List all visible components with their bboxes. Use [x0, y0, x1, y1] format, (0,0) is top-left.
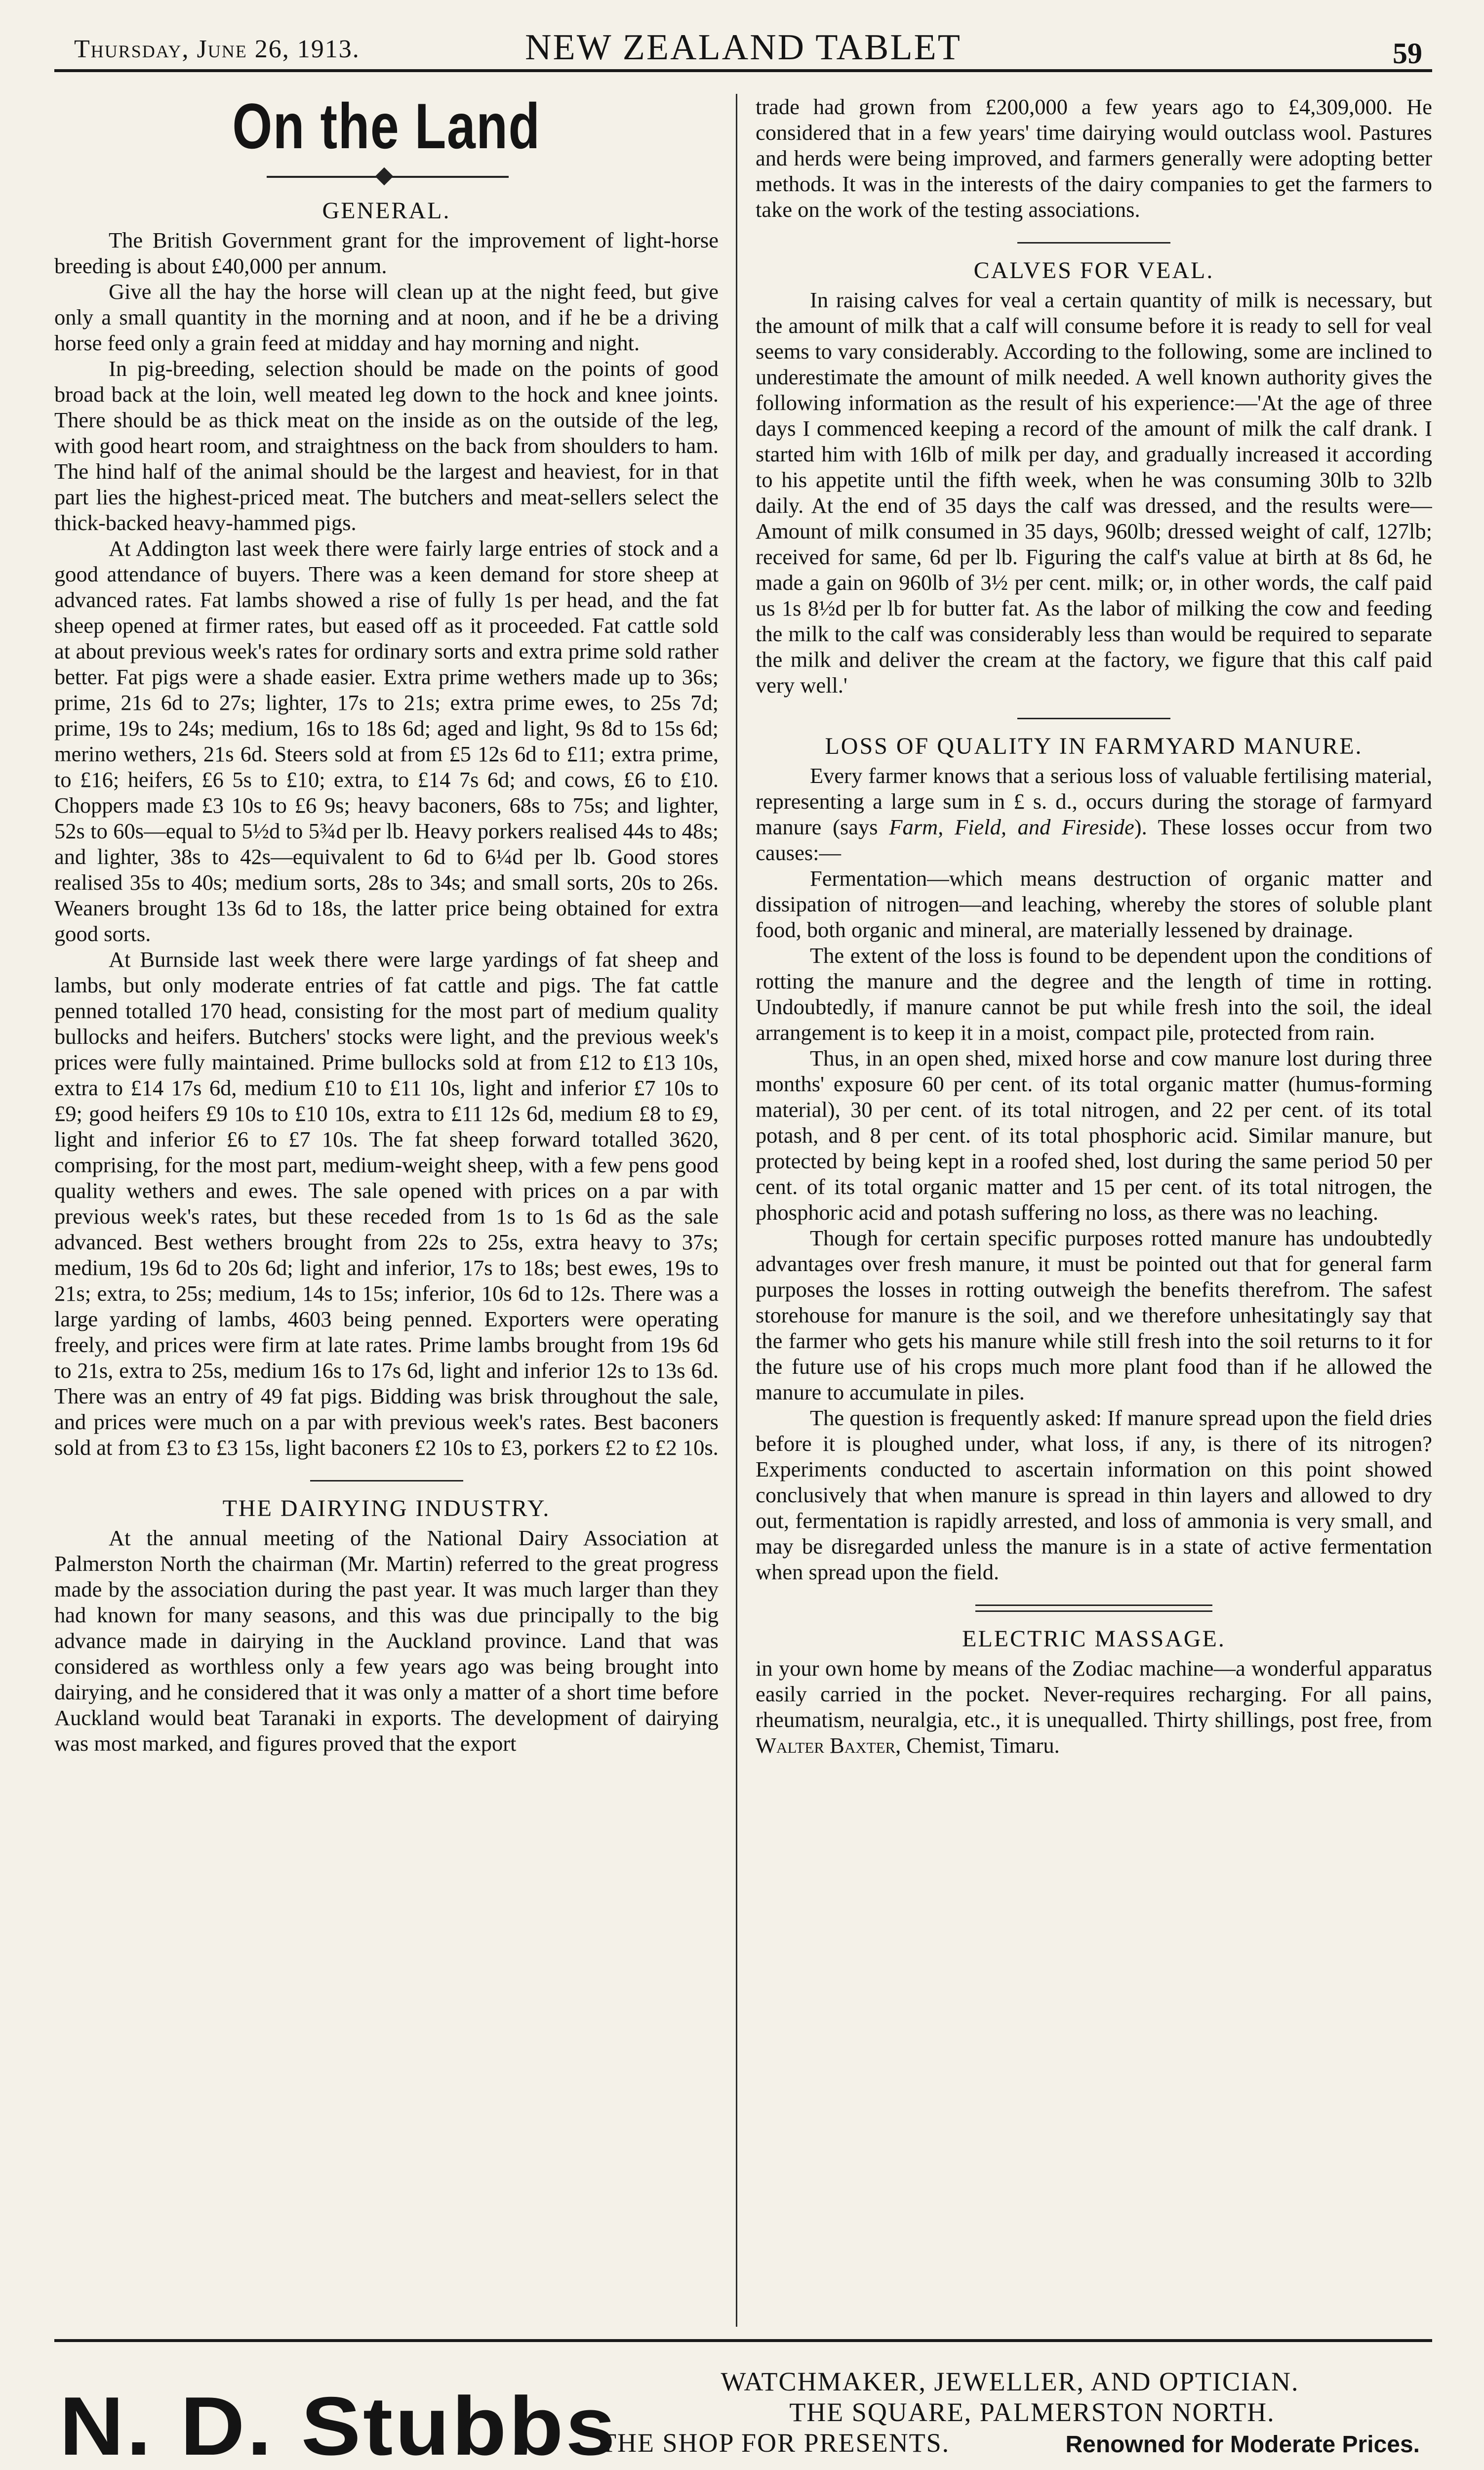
general-paragraph: In pig-breeding, selection should be made on the points of good broad back at the loin, well meated leg down to the hock and knee joints. There should be as thick meat on the inside as on the outside of the leg, with good heart room, and straightness on the back from shoulders to ham. The hind half of the animal should be the largest and heaviest, for in that part lies the highest-priced meat. The butchers and meat-sellers select the thick-backed heavy-hammed pigs. — [54, 356, 719, 535]
manure-intro-source: Farm, Field, and Fireside — [889, 815, 1134, 839]
manure-paragraph: Fermentation—which means destruction of organic matter and dissipation of nitrogen—and leaching, whereby the stores of soluble plant food, both organic and mineral, are materially lessened by drainage. — [756, 866, 1432, 942]
right-column — [756, 94, 1432, 2327]
calves-paragraph: In raising calves for veal a certain quantity of milk is necessary, but the amount of milk that a calf will consume before it is ready to sell for veal seems to vary considerably. According to the following, some are inclined to underestimate the amount of milk needed. A well known authority gives the following information as the result of his experience:—'At the age of three days I commenced keeping a record of the amount of milk the calf drank. I started him with 16lb of milk per day, and gradually increased it according to his appetite until the fifth week, when he was consuming 30lb to 32lb daily. At the end of 35 days the calf was dressed, and the results were—Amount of milk consumed in 35 days, 960lb; dressed weight of calf, 127lb; received for same, 6d per lb. Figuring the calf's value at birth at 8s 6d, he made a gain on 960lb of 3½ per cent. milk; or, in other words, the calf paid us 1s 8½d per lb for butter fat. As the labor of milking the cow and feeding the milk to the calf was considerably less than would be required to separate the milk and deliver the cream at the factory, we figure that this calf paid very well.' — [756, 288, 1432, 698]
section-heading-dairying: THE DAIRYING INDUSTRY. — [222, 1495, 551, 1522]
manure-intro-before: Every farmer knows that a serious loss of valuable fertilising material, representing a large sum in £ s. d., occurs during the storage of farmyard manure (says — [756, 763, 1432, 839]
advert-line-trades: WATCHMAKER, JEWELLER, AND OPTICIAN. — [721, 2367, 1299, 2396]
page-number: 59 — [1393, 37, 1422, 70]
general-paragraph: At Addington last week there were fairly large entries of stock and a good attendance of buyers. There was a keen demand for store sheep at advanced rates. Fat lambs showed a rise of fully 1s per head, and the fat sheep opened at firmer rates, but eased off as it proceeded. Fat cattle sold at about previous week's rates for ordinary sorts and extra prime sold rather better. Fat pigs were a shade easier. Extra prime wethers made up to 36s; prime, 21s 6d to 27s; lighter, 17s to 21s; extra prime ewes, to 25s 7d; prime, 19s to 24s; medium, 16s to 18s 6d; aged and light, 9s 8d to 15s 6d; merino wethers, 21s 6d. Steers sold at from £5 12s 6d to £11; extra prime, to £16; heifers, £6 5s to £10; extra, to £14 7s 6d; and cows, £6 to £10. Choppers made £3 10s to £6 9s; heavy baconers, 68s to 75s; and lighter, 52s to 60s—equal to 5½d to 5¾d per lb. Heavy porkers realised 44s to 48s; and lighter, 38s to 42s—equivalent to 6d to 6¼d per lb. Good stores realised 35s to 40s; medium sorts, 28s to 34s; and small sorts, 20s to 26s. Weaners brought 13s 6d to 18s, the latter price being obtained for extra good sorts. — [54, 536, 719, 946]
page-title: On the Land — [232, 94, 541, 162]
general-paragraph: The British Government grant for the improvement of light-horse breeding is about £40,000 per annum. — [54, 228, 719, 278]
footer-rule-top — [54, 2339, 1432, 2342]
section-heading-calves: CALVES FOR VEAL. — [973, 257, 1214, 284]
publication-title: NEW ZEALAND TABLET — [525, 27, 962, 68]
section-heading-general: GENERAL. — [322, 198, 451, 224]
advert-slogan: THE SHOP FOR PRESENTS. — [600, 2428, 950, 2458]
section-heading-manure: LOSS OF QUALITY IN FARMYARD MANURE. — [825, 733, 1363, 759]
section-divider — [1017, 242, 1170, 244]
massage-text-end: , Chemist, Timaru. — [895, 1733, 1060, 1758]
manure-paragraph: Thus, in an open shed, mixed horse and cow manure lost during three months' exposure 60 per cent. of its total organic matter (humus-forming material), 30 per cent. of its total nitrogen, and 22 per cent. of its total potash, and 8 per cent. of its total phosphoric acid. Similar manure, but protected by being kept in a roofed shed, lost during the same period 50 per cent. of its total organic matter and 15 per cent. of its total nitrogen, the phosphoric acid and potash suffering no loss, as there was no leaching. — [756, 1046, 1432, 1225]
manure-intro — [756, 763, 1432, 865]
left-column — [54, 94, 719, 2327]
footer-advert — [600, 2366, 1420, 2458]
manure-paragraph: The question is frequently asked: If manure spread upon the field dries before it is ploughed under, what loss, if any, is there of its nitrogen? Experiments conducted to ascertain information on this point showed conclusively that when manure is spread in thin layers and allowed to dry out, fermentation is rapidly arrested, and loss of ammonia is very small, and may be disregarded unless the manure is in a state of active fermentation when spread upon the field. — [756, 1405, 1432, 1584]
section-divider — [1017, 718, 1170, 719]
advert-line-address: THE SQUARE, PALMERSTON NORTH. — [789, 2397, 1275, 2427]
general-paragraph: Give all the hay the horse will clean up at the night feed, but give only a small quantity in the morning and at noon, and if he be a driving horse feed only a grain feed at midday and hay morning and night. — [54, 279, 719, 355]
title-ornament — [54, 167, 719, 187]
massage-advertiser: Walter Baxter — [756, 1733, 896, 1758]
manure-paragraph: The extent of the loss is found to be dependent upon the conditions of rotting the manure and the degree and the length of time in rotting. Undoubtedly, if manure cannot be put while fresh into the soil, the ideal arrangement is to keep it in a moist, compact pile, protected from rain. — [756, 943, 1432, 1045]
advertiser-brand: N. D. Stubbs — [59, 2380, 618, 2470]
dairying-paragraph: At the annual meeting of the National Dairy Association at Palmerston North the chairman (Mr. Martin) referred to the great progress made by the association during the past year. It was much larger than they had known for many seasons, and this was due principally to the big advance made in dairying in the Auckland province. Land that was considered as worthless only a few years ago was being brought into dairying, and he considered that it was only a matter of a short time before Auckland would beat Taranaki in exports. The development of dairying was most marked, and figures proved that the export — [54, 1525, 719, 1756]
advert-tagline: Renowned for Moderate Prices. — [1065, 2431, 1420, 2458]
general-paragraph: At Burnside last week there were large yardings of fat sheep and lambs, but only moderate entries of fat cattle and pigs. The fat cattle penned totalled 170 head, consisting for the most part of medium quality bullocks and heifers. Butchers' stocks were light, and the previous week's prices were fully maintained. Prime bullocks sold at from £12 to £13 10s, extra to £14 17s 6d, medium £10 to £11 10s, light and inferior £7 10s to £9; good heifers £9 10s to £10 10s, extra to £11 12s 6d, medium £8 to £9, light and inferior £6 to £7 10s. The fat sheep forward totalled 3620, comprising, for the most part, medium-weight sheep, with a few pens good quality wethers and ewes. The sale opened with prices on a par with previous week's rates, but these receded from 1s to 1s 6d as the sale advanced. Best wethers brought from 22s to 25s, extra heavy to 37s; medium, 19s 6d to 20s 6d; light and inferior, 17s to 18s; best ewes, 19s to 21s; extra, to 25s; medium, 14s to 15s; inferior, 10s 6d to 12s. There was a large yarding of lambs, 4603 being penned. Exporters were operating freely, and prices were firm at late rates. Prime lambs brought from 19s 6d to 21s, extra to 25s, medium 16s to 17s 6d, light and inferior 12s to 13s 6d. There was an entry of 49 fat pigs. Bidding was brisk throughout the sale, and prices were much on a par with previous week's rates. Best baconers sold at from £3 to £3 15s, light baconers £2 10s to £3, porkers £2 to £2 10s. — [54, 947, 719, 1460]
issue-date: Thursday, June 26, 1913. — [74, 35, 360, 63]
masthead — [54, 20, 1432, 72]
section-divider — [310, 1480, 463, 1482]
section-heading-massage: ELECTRIC MASSAGE. — [962, 1626, 1226, 1652]
manure-paragraph: Though for certain specific purposes rotted manure has undoubtedly advantages over fresh manure, it must be pointed out that for general farm purposes the losses in rotting outweigh the benefits therefrom. The safest storehouse for manure is the soil, and we therefore unhesitatingly say that the farmer who gets his manure while still fresh into the soil returns to it for the future use of his crops much more plant food than if he allowed the manure to accumulate in piles. — [756, 1226, 1432, 1404]
massage-text: in your own home by means of the Zodiac machine—a wonderful apparatus easily carried in the pocket. Never-requires recharging. For all pains, rheumatism, neuralgia, etc., it is unequalled. Thirty shillings, post free, from — [756, 1656, 1432, 1732]
massage-advert — [756, 1655, 1432, 1758]
advert-line-shop — [600, 2428, 1420, 2458]
dairying-continuation: trade had grown from £200,000 a few years ago to £4,309,000. He considered that in a few years' time dairying would outclass wool. Pastures and herds were being improved, and farmers generally were adopting better methods. It was in the interests of the dairy companies to get the farmers to take on the work of the testing associations. — [756, 94, 1432, 222]
column-rule — [736, 94, 737, 2327]
section-divider-double — [975, 1605, 1212, 1612]
manure-intro-after: ). These losses occur from two causes:— — [756, 815, 1432, 865]
